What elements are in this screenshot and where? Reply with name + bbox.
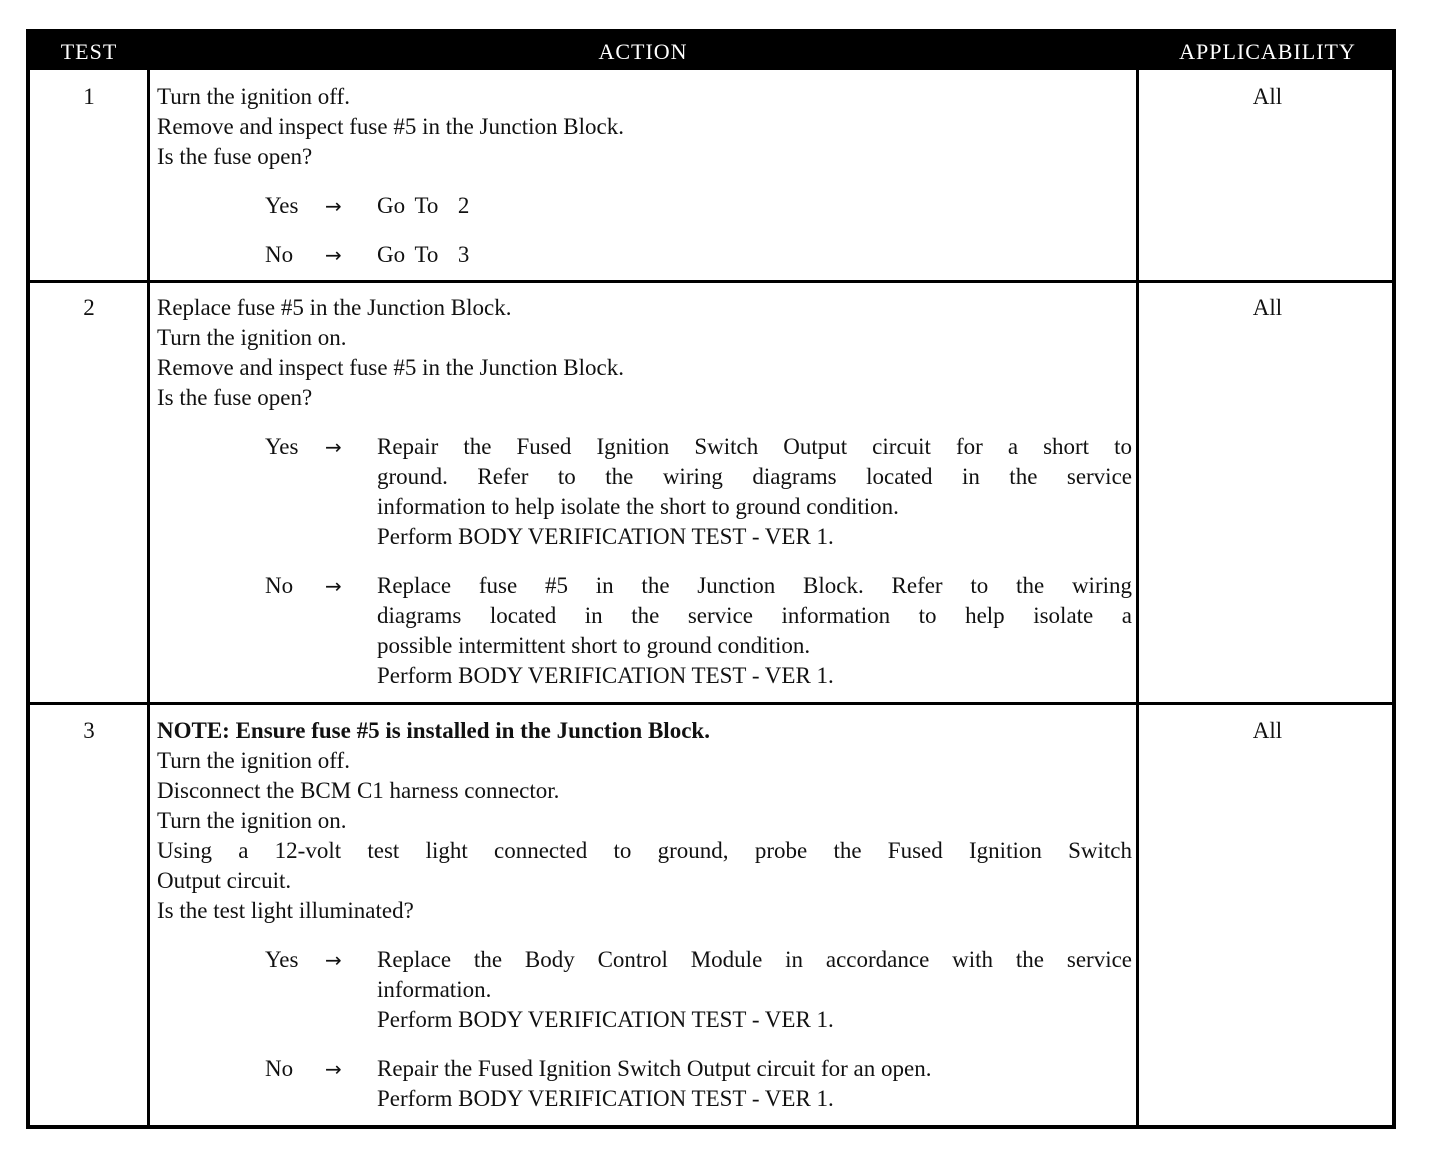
step: Turn the ignition off. — [157, 84, 350, 109]
result-line: Replace fuse #5 in the Junction Block. Refer to the wiring — [377, 573, 1132, 598]
no-branch — [265, 571, 1132, 691]
step: Turn the ignition off. — [157, 748, 350, 773]
test-number-2: 2 — [83, 295, 95, 320]
header-applicability: APPLICABILITY — [1179, 39, 1356, 64]
result-line: information to help isolate the short to ground condition. — [377, 494, 899, 519]
row-divider — [30, 280, 1392, 283]
step: Using a 12-volt test light connected to ground, probe the Fused Ignition Switch — [157, 838, 1132, 863]
yes-branch — [265, 945, 1132, 1035]
result-line: Perform BODY VERIFICATION TEST - VER 1. — [377, 1007, 834, 1032]
result-line: Perform BODY VERIFICATION TEST - VER 1. — [377, 524, 834, 549]
result-line: Repair the Fused Ignition Switch Output circuit for an open. — [377, 1056, 932, 1081]
arrow-right-icon: → — [325, 574, 342, 598]
no-label: No — [265, 573, 294, 598]
action-cell-2 — [157, 293, 1132, 691]
no-branch — [265, 240, 1132, 270]
yes-label: Yes — [265, 193, 299, 218]
table-header — [30, 33, 1392, 70]
arrow-right-icon: → — [325, 194, 342, 218]
step: Turn the ignition on. — [157, 325, 347, 350]
result-line: possible intermittent short to ground condition. — [377, 633, 811, 658]
step: Turn the ignition on. — [157, 808, 347, 833]
result-line: diagrams located in the service information to help isolate a — [377, 603, 1132, 628]
step: Remove and inspect fuse #5 in the Junction Block. — [157, 355, 624, 380]
test-number-3: 3 — [83, 718, 95, 743]
no-result — [377, 240, 1132, 270]
column-divider — [147, 33, 150, 1125]
no-result — [377, 1054, 1132, 1114]
yes-result — [377, 191, 1132, 221]
header-test: TEST — [60, 39, 118, 64]
applicability-1: All — [1252, 84, 1283, 109]
step: Remove and inspect fuse #5 in the Junction Block. — [157, 114, 624, 139]
diagnostic-table — [26, 29, 1396, 1129]
result-line: Replace the Body Control Module in accordance with the service — [377, 947, 1132, 972]
step: Replace fuse #5 in the Junction Block. — [157, 295, 512, 320]
step: Is the fuse open? — [157, 144, 313, 169]
step: Output circuit. — [157, 868, 292, 893]
arrow-right-icon: → — [325, 1057, 342, 1081]
no-label: No — [265, 242, 294, 267]
arrow-right-icon: → — [325, 243, 342, 267]
result-line: Perform BODY VERIFICATION TEST - VER 1. — [377, 663, 834, 688]
result-line: Perform BODY VERIFICATION TEST - VER 1. — [377, 1086, 834, 1111]
result-line: Go To 2 — [377, 193, 470, 218]
action-cell-1 — [157, 82, 1132, 270]
column-divider — [1136, 33, 1139, 1125]
step: Is the fuse open? — [157, 385, 313, 410]
no-label: No — [265, 1056, 294, 1081]
no-branch — [265, 1054, 1132, 1114]
yes-label: Yes — [265, 947, 299, 972]
no-result — [377, 571, 1132, 691]
test-number-1: 1 — [83, 84, 95, 109]
yes-result — [377, 432, 1132, 552]
applicability-3: All — [1252, 718, 1283, 743]
result-line: Repair the Fused Ignition Switch Output circuit for a short to — [377, 434, 1132, 459]
applicability-2: All — [1252, 295, 1283, 320]
yes-branch — [265, 191, 1132, 221]
header-action: ACTION — [598, 39, 688, 64]
arrow-right-icon: → — [325, 948, 342, 972]
result-line: ground. Refer to the wiring diagrams located in the service — [377, 464, 1132, 489]
yes-branch — [265, 432, 1132, 552]
note: NOTE: Ensure fuse #5 is installed in the Junction Block. — [157, 718, 710, 743]
yes-label: Yes — [265, 434, 299, 459]
result-line: Go To 3 — [377, 242, 470, 267]
yes-result — [377, 945, 1132, 1035]
step: Disconnect the BCM C1 harness connector. — [157, 778, 560, 803]
step: Is the test light illuminated? — [157, 898, 414, 923]
arrow-right-icon: → — [325, 435, 342, 459]
result-line: information. — [377, 977, 492, 1002]
row-divider — [30, 702, 1392, 705]
action-cell-3 — [157, 716, 1132, 1114]
